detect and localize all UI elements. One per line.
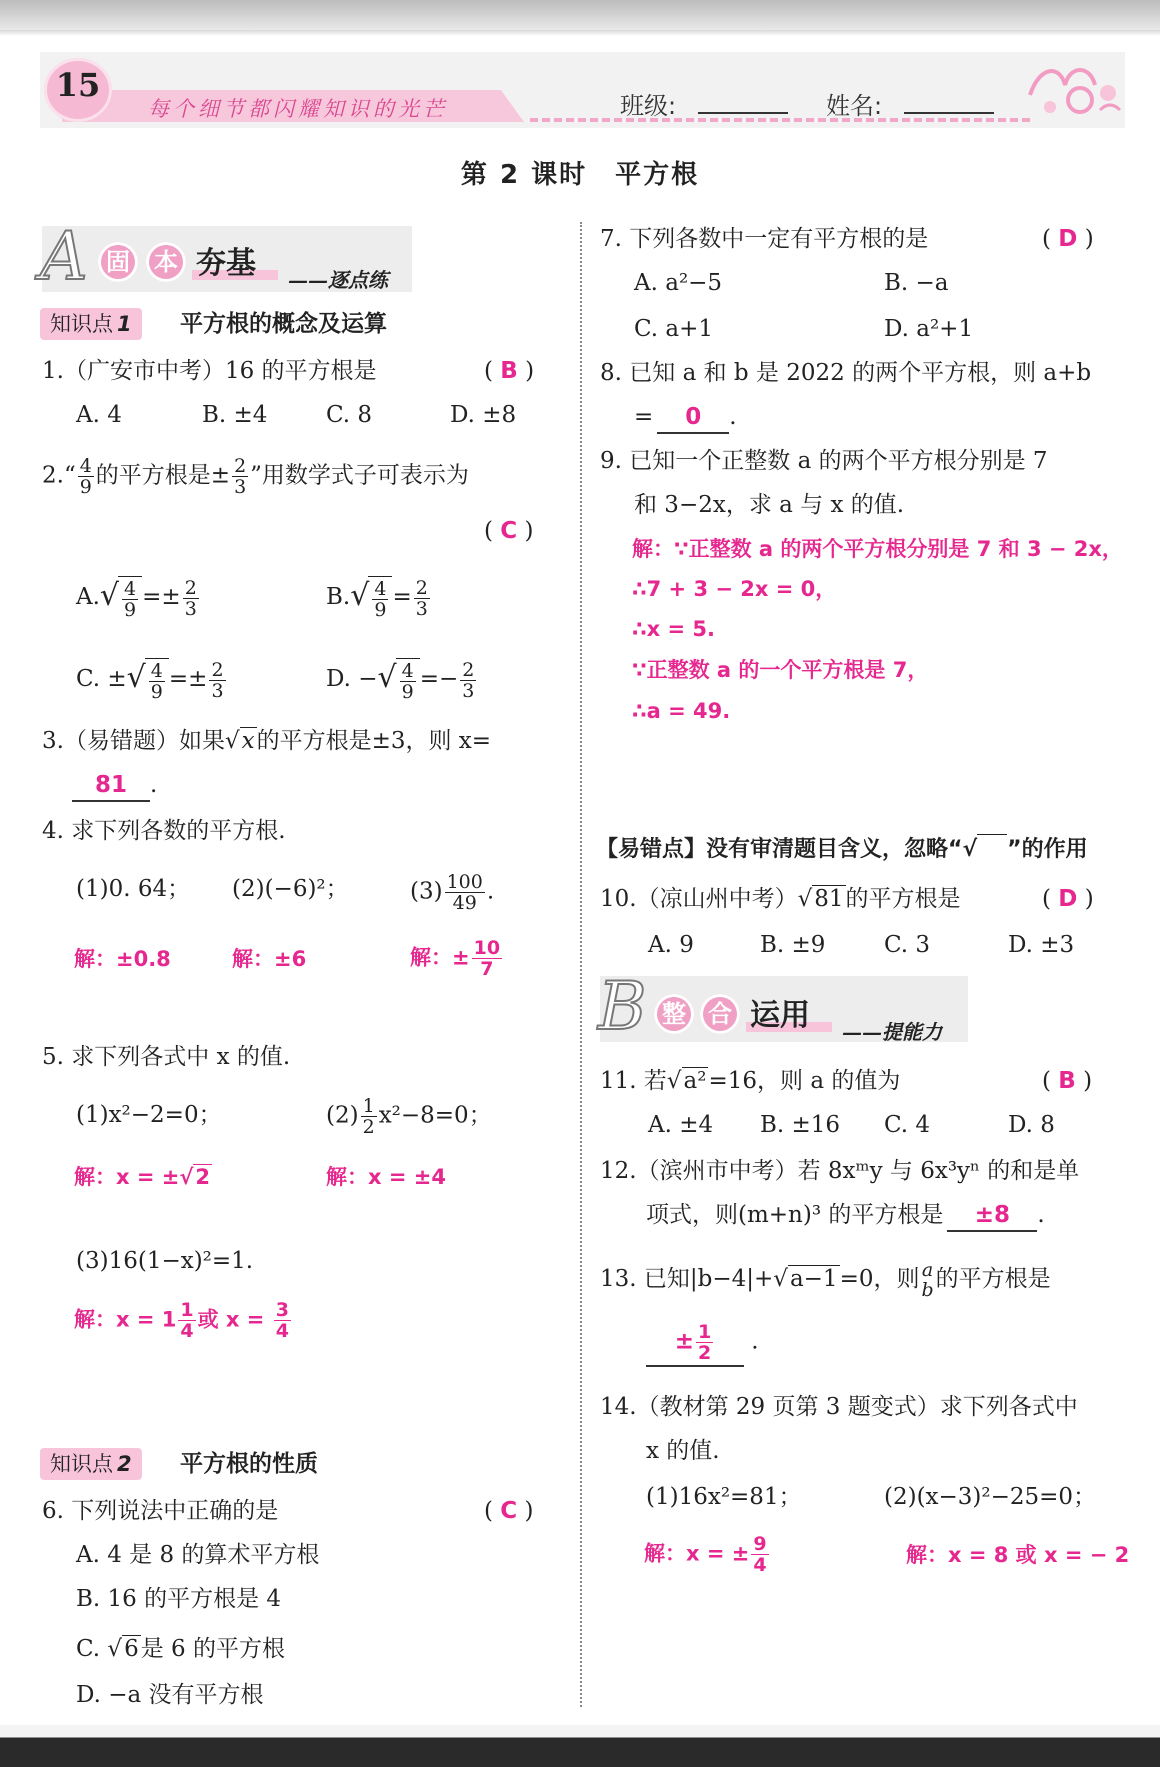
q13-answer-blank: ± $\frac{1}{2}$ . [646, 1322, 759, 1367]
q5-part-1: (1)x²−2=0； [76, 1102, 222, 1128]
q2-option-a: A. √ $\frac{4}{9}$ =± $\frac{2}{3}$ [76, 576, 197, 621]
page-edge [0, 30, 1160, 36]
class-field[interactable] [698, 112, 788, 114]
section-b-char-1: 整 [654, 994, 694, 1034]
screen-top-bar [0, 0, 1160, 30]
q7-option-b: B. −a [884, 270, 949, 296]
header-dashed-line [530, 118, 1030, 122]
q11-stem: 11. 若√a²=16，则 a 的值为 [600, 1068, 901, 1094]
q7-answer-bracket: ( D ) [1042, 226, 1094, 252]
header-slogan: 每个细节都闪耀知识的光芒 [148, 97, 448, 121]
q12-line-1: 12.（滨州市中考）若 8xᵐy 与 6x³yⁿ 的和是单 [600, 1158, 1080, 1184]
q7-option-a: A. a²−5 [634, 270, 723, 296]
q1-option-b: B. ±4 [202, 402, 268, 428]
q9-line-1: 9. 已知一个正整数 a 的两个平方根分别是 7 [600, 448, 1048, 474]
q11-option-c: C. 4 [884, 1112, 931, 1138]
q1-option-c: C. 8 [326, 402, 373, 428]
section-a-subtitle: ——逐点练 [288, 268, 388, 292]
q2-option-c: C. ± √ $\frac{4}{9}$ =± $\frac{2}{3}$ [76, 658, 224, 703]
knowledge-point-1-title: 平方根的概念及运算 [180, 311, 387, 337]
name-label: 姓名: [826, 92, 883, 120]
q3-stem: 3.（易错题）如果√x的平方根是±3，则 x= [42, 728, 492, 754]
section-a-char-2: 本 [146, 242, 186, 282]
q10-stem: 10.（凉山州中考）√81的平方根是 [600, 886, 961, 912]
q14-answer-2: 解：x = 8 或 x = − 2 [906, 1543, 1130, 1567]
q4-part-1: (1)0. 64； [76, 876, 191, 902]
q5-stem: 5. 求下列各式中 x 的值. [42, 1044, 291, 1070]
q1-stem: 1.（广安市中考）16 的平方根是 [42, 358, 377, 384]
section-a-letter: A [40, 218, 88, 295]
q12-line-2: 项式，则(m+n)³ 的平方根是 ±8 . [646, 1200, 1045, 1232]
pitfall-note: 【易错点】没有审清题目含义，忽略“√ ”的作用 [596, 834, 1088, 865]
q10-option-a: A. 9 [648, 932, 694, 958]
knowledge-point-2-tag: 知识点 2 [40, 1448, 142, 1480]
q2-option-b: B. √ $\frac{4}{9}$ = $\frac{2}{3}$ [326, 576, 428, 621]
q4-part-3: (3) $\frac{100}{49}$ . [410, 871, 495, 914]
q10-answer-bracket: ( D ) [1042, 886, 1094, 912]
q4-answer-1: 解：±0.8 [74, 947, 171, 971]
q7-stem: 7. 下列各数中一定有平方根的是 [600, 226, 929, 252]
q5-part-3: (3)16(1−x)²=1. [76, 1248, 254, 1274]
q14-line-1: 14.（教材第 29 页第 3 题变式）求下列各式中 [600, 1394, 1078, 1420]
q5-part-2: (2) $\frac{1}{2}$ x²−8=0； [326, 1095, 492, 1138]
q2-answer-bracket: ( C ) [484, 518, 534, 544]
q9-solution-2: ∴7 + 3 − 2x = 0， [632, 577, 837, 601]
q11-answer-bracket: ( B ) [1042, 1068, 1093, 1094]
q4-answer-2: 解：±6 [232, 947, 307, 971]
lesson-title: 第 2 课时 平方根 [460, 160, 700, 190]
section-b-subtitle: ——提能力 [842, 1020, 942, 1044]
q8-answer-blank: = 0 . [634, 402, 737, 434]
column-divider [580, 222, 582, 1707]
q6-option-b: B. 16 的平方根是 4 [76, 1586, 282, 1612]
q6-option-a: A. 4 是 8 的算术平方根 [76, 1542, 320, 1568]
q14-part-2: (2)(x−3)²−25=0； [884, 1484, 1097, 1510]
q3-answer-blank: 81 . [72, 770, 157, 802]
q4-stem: 4. 求下列各数的平方根. [42, 818, 286, 844]
q13-stem: 13. 已知|b−4|+√a−1=0，则 a b 的平方根是 [600, 1259, 1051, 1301]
q9-solution-5: ∴a = 49. [632, 699, 731, 723]
q5-answer-3: 解：x = 1 $\frac{1}{4}$ 或 x = $\frac{3}{4}$ [74, 1299, 289, 1342]
q9-solution-1: 解：∵正整数 a 的两个平方根分别是 7 和 3 − 2x， [632, 537, 1123, 561]
q10-option-c: C. 3 [884, 932, 931, 958]
q6-answer-bracket: ( C ) [484, 1498, 534, 1524]
knowledge-point-1-tag: 知识点 1 [40, 308, 142, 340]
section-b-word: 运用 [750, 998, 810, 1033]
q1-option-d: D. ±8 [450, 402, 517, 428]
q11-option-a: A. ±4 [648, 1112, 714, 1138]
q5-answer-2: 解：x = ±4 [326, 1165, 446, 1189]
q1-answer-bracket: ( B ) [484, 358, 535, 384]
q4-answer-3: 解：± $\frac{10}{7}$ [410, 937, 501, 980]
q2-stem: 2.“ $\frac{4}{9}$ 的平方根是± $\frac{2}{3}$ ”用数学式子可表示为 [42, 455, 469, 498]
q11-option-d: D. 8 [1008, 1112, 1055, 1138]
screen-bottom-bar [0, 1725, 1160, 1767]
section-a-word: 夯基 [196, 246, 256, 281]
q14-part-1: (1)16x²=81； [646, 1484, 802, 1510]
q7-option-c: C. a+1 [634, 316, 714, 342]
q6-option-c: C. √6是 6 的平方根 [76, 1636, 285, 1662]
q10-option-b: B. ±9 [760, 932, 826, 958]
section-a-char-1: 固 [98, 242, 138, 282]
class-label: 班级: [620, 92, 677, 120]
section-b-char-2: 合 [700, 994, 740, 1034]
name-field[interactable] [904, 112, 994, 114]
q5-answer-1: 解：x = ±√2 [74, 1165, 210, 1189]
q4-part-2: (2)(−6)²； [232, 876, 349, 902]
q10-option-d: D. ±3 [1008, 932, 1075, 958]
flower-decoration-icon [1020, 55, 1130, 125]
q9-line-2: 和 3−2x，求 a 与 x 的值. [634, 492, 905, 518]
q14-line-2: x 的值. [646, 1438, 720, 1464]
q2-option-d: D. − √ $\frac{4}{9}$ =− $\frac{2}{3}$ [326, 658, 475, 703]
q9-solution-3: ∴x = 5. [632, 617, 715, 641]
q9-solution-4: ∵正整数 a 的一个平方根是 7， [632, 658, 929, 682]
q6-option-d: D. −a 没有平方根 [76, 1682, 264, 1708]
knowledge-point-2-title: 平方根的性质 [180, 1451, 318, 1477]
q8-stem: 8. 已知 a 和 b 是 2022 的两个平方根，则 a+b [600, 360, 1092, 386]
q7-option-d: D. a²+1 [884, 316, 974, 342]
section-b-letter: B [598, 968, 647, 1045]
q6-stem: 6. 下列说法中正确的是 [42, 1498, 279, 1524]
page-number: 15 [55, 66, 101, 104]
q1-option-a: A. 4 [76, 402, 122, 428]
q11-option-b: B. ±16 [760, 1112, 841, 1138]
q14-answer-1: 解：x = ± $\frac{9}{4}$ [644, 1533, 767, 1576]
